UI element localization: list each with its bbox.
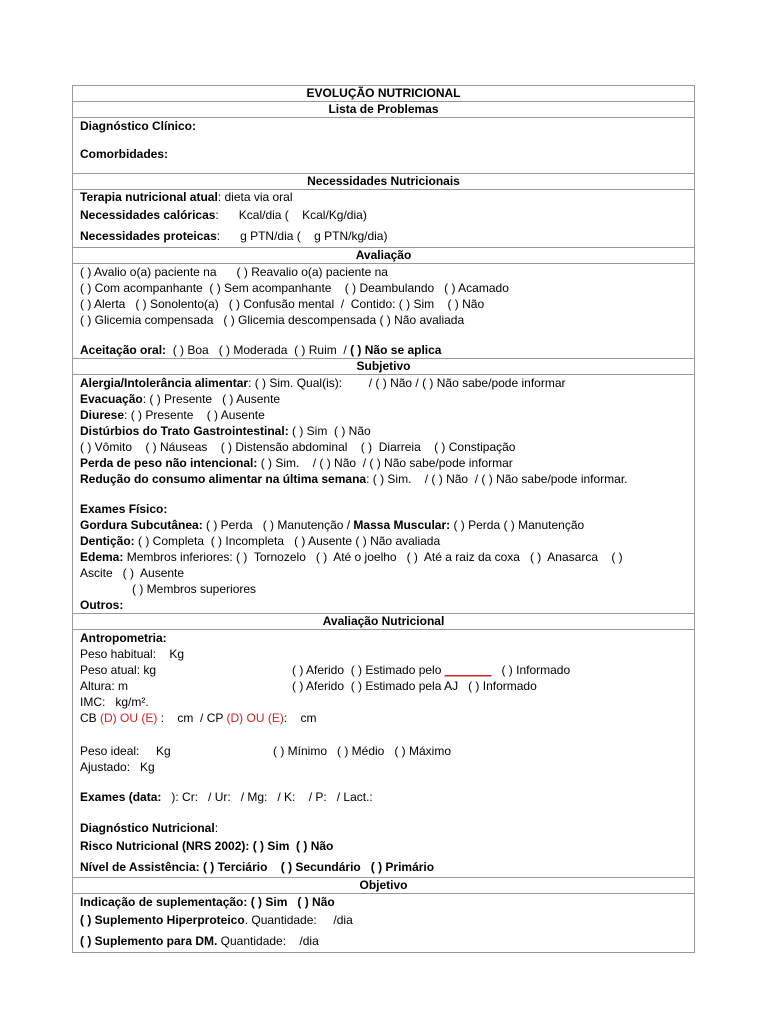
indicacao-suplementacao: Indicação de suplementação: ( ) Sim ( ) Não <box>80 895 335 909</box>
avaliacao-line-3: ( ) Alerta ( ) Sonolento(a) ( ) Confusão mental / Contido: ( ) Sim ( ) Não <box>80 297 485 311</box>
cb-ou: OU <box>116 711 142 725</box>
gordura-label: Gordura Subcutânea: <box>80 518 203 532</box>
outros-label: Outros: <box>80 598 124 612</box>
cb-esquerdo: (E) <box>141 711 158 725</box>
cp-esquerdo: (E) <box>267 711 284 725</box>
terapia-value: : dieta via oral <box>217 190 293 204</box>
form-title: EVOLUÇÃO NUTRICIONAL <box>73 86 694 102</box>
section-header-subjetivo: Subjetivo <box>73 359 694 375</box>
comorbidades-label: Comorbidades: <box>80 147 169 161</box>
cb-label: CB <box>80 711 101 725</box>
proteinas-value: : g PTN/dia ( g PTN/kg/dia) <box>216 229 388 243</box>
calorias-value: : Kcal/dia ( Kcal/Kg/dia) <box>215 208 367 222</box>
exame-fisico-label: Exames Físico: <box>80 502 168 516</box>
alergia-value: : ( ) Sim. Qual(is): / ( ) Não / ( ) Não sabe/pode informar <box>248 376 566 390</box>
cb-value: : cm / CP <box>157 711 227 725</box>
cp-direito: (D) <box>226 711 244 725</box>
reducao-consumo-label: Redução do consumo alimentar na última semana <box>80 472 367 486</box>
antropometria-label: Antropometria: <box>80 631 167 645</box>
cb-direito: (D) <box>100 711 117 725</box>
section-subjetivo <box>73 375 694 614</box>
massa-muscular-label: Massa Muscular: <box>353 518 451 532</box>
cp-value: : cm <box>283 711 317 725</box>
cp-ou: OU <box>243 711 268 725</box>
peso-atual-informado: ( ) Informado <box>491 663 571 677</box>
disturbios-value: ( ) Sim ( ) Não <box>288 424 371 438</box>
exames-label: Exames (data: <box>80 790 162 804</box>
altura: Altura: m <box>80 679 129 693</box>
section-avaliacao-nutricional <box>73 630 694 878</box>
section-header-lista: Lista de Problemas <box>73 102 694 118</box>
reducao-consumo-value: : ( ) Sim. / ( ) Não / ( ) Não sabe/pode informar. <box>366 472 628 486</box>
peso-ideal-options: ( ) Mínimo ( ) Médio ( ) Máximo <box>273 744 452 758</box>
edema-line-3: ( ) Membros superiores <box>132 582 257 596</box>
suplemento-dm-label: ( ) Suplemento para DM. <box>80 934 218 948</box>
perda-peso-label: Perda de peso não intencional: <box>80 456 258 470</box>
section-lista <box>73 118 694 174</box>
suplemento-hiperproteico-value: . Quantidade: /dia <box>244 913 353 927</box>
imc: IMC: kg/m². <box>80 695 149 709</box>
section-header-avaliacao-nutricional: Avaliação Nutricional <box>73 614 694 630</box>
peso-atual: Peso atual: kg <box>80 663 157 677</box>
diagnostico-nutricional-value: : <box>214 821 219 835</box>
sintomas-line: ( ) Vômito ( ) Náuseas ( ) Distensão abdominal ( ) Diarreia ( ) Constipação <box>80 440 516 454</box>
denticao-value: ( ) Completa ( ) Incompleta ( ) Ausente ( ) Não avaliada <box>134 534 441 548</box>
denticao-label: Dentição: <box>80 534 135 548</box>
proteinas-label: Necessidades proteicas <box>80 229 217 243</box>
section-header-objetivo: Objetivo <box>73 878 694 894</box>
section-necessidades <box>73 190 694 248</box>
diurese-label: Diurese <box>80 408 125 422</box>
peso-ajustado: Ajustado: Kg <box>80 760 155 774</box>
edema-value: Membros inferiores: ( ) Tornozelo ( ) Até o joelho ( ) Até a raiz da coxa ( ) Anasarca ( ) <box>123 550 623 564</box>
perda-peso-value: ( ) Sim. / ( ) Não / ( ) Não sabe/pode informar <box>257 456 513 470</box>
evacuacao-value: : ( ) Presente ( ) Ausente <box>142 392 281 406</box>
aceitacao-nao-se-aplica: ( ) Não se aplica <box>346 343 442 357</box>
peso-atual-blank: _______ <box>444 663 492 677</box>
peso-ideal: Peso ideal: Kg <box>80 744 171 758</box>
nivel-assistencia: Nível de Assistência: ( ) Terciário ( ) Secundário ( ) Primário <box>80 860 435 874</box>
massa-muscular-value: ( ) Perda ( ) Manutenção <box>450 518 585 532</box>
diagnostico-nutricional-label: Diagnóstico Nutricional <box>80 821 215 835</box>
terapia-label: Terapia nutricional atual <box>80 190 218 204</box>
avaliacao-line-4: ( ) Glicemia compensada ( ) Glicemia descompensada ( ) Não avaliada <box>80 313 465 327</box>
peso-atual-options: ( ) Aferido ( ) Estimado pelo <box>292 663 442 677</box>
gordura-value: ( ) Perda ( ) Manutenção / <box>202 518 354 532</box>
peso-habitual: Peso habitual: Kg <box>80 647 185 661</box>
altura-options: ( ) Aferido ( ) Estimado pela AJ ( ) Informado <box>292 679 537 693</box>
suplemento-dm-value: Quantidade: /dia <box>217 934 319 948</box>
edema-line-2: Ascite ( ) Ausente <box>80 566 185 580</box>
diurese-value: : ( ) Presente ( ) Ausente <box>124 408 265 422</box>
diagnostico-clinico-label: Diagnóstico Clínico: <box>80 119 197 133</box>
avaliacao-line-2: ( ) Com acompanhante ( ) Sem acompanhante ( ) Deambulando ( ) Acamado <box>80 281 509 295</box>
disturbios-label: Distúrbios do Trato Gastrointestinal: <box>80 424 289 438</box>
section-header-avaliacao: Avaliação <box>73 248 694 264</box>
section-header-necessidades: Necessidades Nutricionais <box>73 174 694 190</box>
section-objetivo <box>73 894 694 952</box>
aceitacao-options: ( ) Boa ( ) Moderada ( ) Ruim / <box>166 343 347 357</box>
evacuacao-label: Evacuação <box>80 392 143 406</box>
aceitacao-label: Aceitação oral: <box>80 343 167 357</box>
section-avaliacao <box>73 264 694 359</box>
suplemento-hiperproteico-label: ( ) Suplemento Hiperproteico <box>80 913 245 927</box>
exames-value: ): Cr: / Ur: / Mg: / K: / P: / Lact.: <box>161 790 373 804</box>
edema-label: Edema: <box>80 550 124 564</box>
risco-nutricional: Risco Nutricional (NRS 2002): ( ) Sim ( ) Não <box>80 839 334 853</box>
alergia-label: Alergia/Intolerância alimentar <box>80 376 249 390</box>
nutrition-form <box>72 85 695 953</box>
calorias-label: Necessidades calóricas <box>80 208 216 222</box>
avaliacao-line-1: ( ) Avalio o(a) paciente na ( ) Reavalio o(a) paciente na <box>80 265 388 279</box>
